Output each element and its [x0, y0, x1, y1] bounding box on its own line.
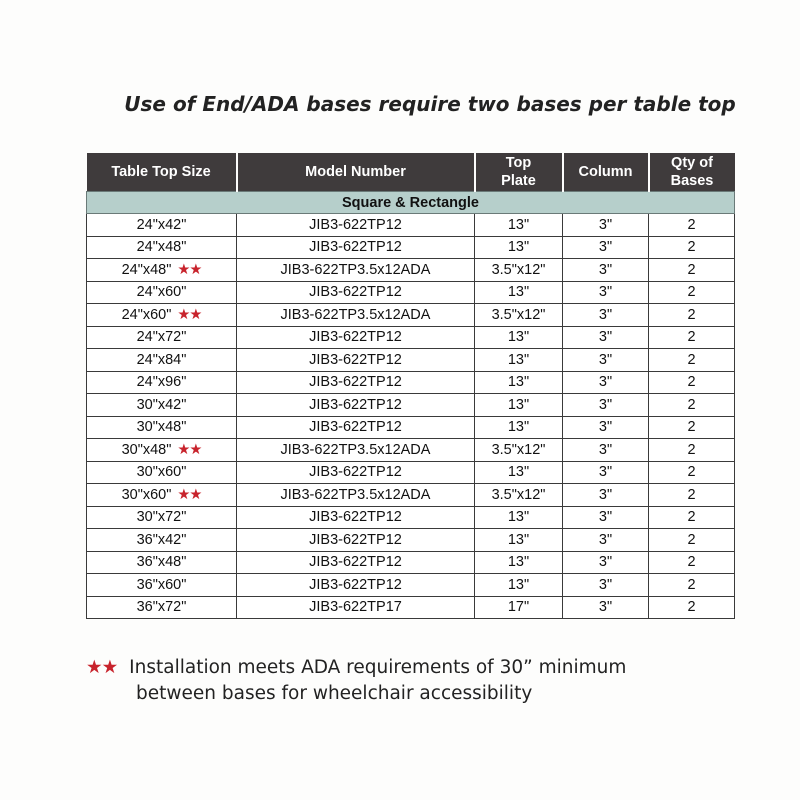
footnote-line1: Installation meets ADA requirements of 30” minimum — [129, 657, 627, 678]
table-row — [87, 574, 735, 597]
cell-table-top-size — [87, 326, 237, 349]
cell-qty-of-bases: 2 — [649, 416, 735, 439]
cell-qty-of-bases: 2 — [649, 506, 735, 529]
cell-top-plate: 13" — [475, 416, 563, 439]
cell-model-number: JIB3-622TP12 — [237, 236, 475, 259]
cell-column: 3" — [563, 371, 649, 394]
cell-model-number: JIB3-622TP3.5x12ADA — [237, 304, 475, 327]
page-heading: Use of End/ADA bases require two bases per table top — [124, 92, 736, 116]
size-value: 24"x48" — [136, 239, 187, 256]
header-qty-line1: Qty of — [671, 155, 713, 171]
cell-table-top-size — [87, 416, 237, 439]
cell-column: 3" — [563, 596, 649, 619]
ada-footnote — [86, 655, 766, 707]
table-row — [87, 506, 735, 529]
cell-top-plate: 13" — [475, 236, 563, 259]
header-column: Column — [563, 153, 649, 192]
size-value: 36"x72" — [136, 599, 187, 616]
size-value: 30"x48" — [121, 441, 172, 458]
cell-model-number: JIB3-622TP12 — [237, 574, 475, 597]
size-value: 30"x42" — [136, 396, 187, 413]
cell-table-top-size — [87, 551, 237, 574]
table-row — [87, 529, 735, 552]
cell-column: 3" — [563, 529, 649, 552]
size-value: 24"x42" — [136, 216, 187, 233]
ada-star-icon: ★★ — [86, 657, 118, 678]
cell-model-number: JIB3-622TP12 — [237, 416, 475, 439]
size-value: 24"x48" — [121, 261, 172, 278]
cell-column: 3" — [563, 214, 649, 237]
cell-column: 3" — [563, 461, 649, 484]
header-model-number: Model Number — [237, 153, 475, 192]
cell-table-top-size — [87, 214, 237, 237]
size-value: 30"x48" — [136, 419, 187, 436]
cell-model-number: JIB3-622TP3.5x12ADA — [237, 439, 475, 462]
table-row — [87, 416, 735, 439]
cell-column: 3" — [563, 349, 649, 372]
cell-model-number: JIB3-622TP3.5x12ADA — [237, 484, 475, 507]
cell-model-number: JIB3-622TP12 — [237, 506, 475, 529]
cell-qty-of-bases: 2 — [649, 394, 735, 417]
size-value: 24"x60" — [121, 306, 172, 323]
cell-table-top-size — [87, 304, 237, 327]
cell-table-top-size — [87, 349, 237, 372]
table-row — [87, 461, 735, 484]
header-qty-of-bases — [649, 153, 735, 192]
cell-qty-of-bases: 2 — [649, 484, 735, 507]
cell-table-top-size — [87, 371, 237, 394]
section-label: Square & Rectangle — [87, 192, 735, 214]
cell-top-plate: 13" — [475, 394, 563, 417]
cell-column: 3" — [563, 236, 649, 259]
table-row — [87, 214, 735, 237]
cell-table-top-size — [87, 574, 237, 597]
cell-model-number: JIB3-622TP12 — [237, 349, 475, 372]
ada-star-icon: ★★ — [177, 486, 202, 503]
cell-table-top-size — [87, 259, 237, 282]
table-row — [87, 551, 735, 574]
header-qty-line2: Bases — [670, 173, 714, 189]
size-value: 36"x60" — [136, 576, 187, 593]
cell-qty-of-bases: 2 — [649, 281, 735, 304]
cell-top-plate: 13" — [475, 506, 563, 529]
size-value: 24"x60" — [136, 284, 187, 301]
cell-top-plate: 3.5"x12" — [475, 259, 563, 282]
cell-qty-of-bases: 2 — [649, 304, 735, 327]
cell-top-plate: 13" — [475, 551, 563, 574]
base-spec-table — [86, 153, 735, 619]
cell-column: 3" — [563, 259, 649, 282]
cell-model-number: JIB3-622TP17 — [237, 596, 475, 619]
size-value: 36"x42" — [136, 531, 187, 548]
cell-column: 3" — [563, 394, 649, 417]
cell-table-top-size — [87, 394, 237, 417]
cell-table-top-size — [87, 236, 237, 259]
cell-model-number: JIB3-622TP12 — [237, 551, 475, 574]
cell-table-top-size — [87, 484, 237, 507]
ada-star-icon: ★★ — [177, 261, 202, 278]
cell-column: 3" — [563, 304, 649, 327]
section-row — [87, 192, 735, 214]
header-row — [87, 153, 735, 192]
size-value: 24"x72" — [136, 329, 187, 346]
cell-table-top-size — [87, 506, 237, 529]
cell-top-plate: 13" — [475, 461, 563, 484]
cell-qty-of-bases: 2 — [649, 596, 735, 619]
cell-table-top-size — [87, 596, 237, 619]
cell-column: 3" — [563, 416, 649, 439]
cell-column: 3" — [563, 326, 649, 349]
cell-column: 3" — [563, 439, 649, 462]
size-value: 30"x60" — [121, 486, 172, 503]
cell-top-plate: 17" — [475, 596, 563, 619]
cell-top-plate: 13" — [475, 349, 563, 372]
table-row — [87, 349, 735, 372]
cell-qty-of-bases: 2 — [649, 236, 735, 259]
cell-model-number: JIB3-622TP3.5x12ADA — [237, 259, 475, 282]
cell-qty-of-bases: 2 — [649, 529, 735, 552]
cell-top-plate: 3.5"x12" — [475, 484, 563, 507]
cell-qty-of-bases: 2 — [649, 371, 735, 394]
cell-qty-of-bases: 2 — [649, 461, 735, 484]
cell-model-number: JIB3-622TP12 — [237, 371, 475, 394]
header-top-plate-line2: Plate — [501, 173, 536, 189]
cell-column: 3" — [563, 281, 649, 304]
cell-column: 3" — [563, 484, 649, 507]
cell-model-number: JIB3-622TP12 — [237, 394, 475, 417]
cell-top-plate: 3.5"x12" — [475, 304, 563, 327]
cell-model-number: JIB3-622TP12 — [237, 461, 475, 484]
table-row — [87, 596, 735, 619]
cell-table-top-size — [87, 439, 237, 462]
table-row — [87, 259, 735, 282]
cell-model-number: JIB3-622TP12 — [237, 529, 475, 552]
ada-star-icon: ★★ — [177, 441, 202, 458]
cell-top-plate: 13" — [475, 281, 563, 304]
cell-top-plate: 13" — [475, 529, 563, 552]
cell-qty-of-bases: 2 — [649, 259, 735, 282]
footnote-line2: between bases for wheelchair accessibility — [136, 683, 533, 704]
table-row — [87, 371, 735, 394]
size-value: 30"x60" — [136, 464, 187, 481]
cell-column: 3" — [563, 551, 649, 574]
table-row — [87, 236, 735, 259]
cell-top-plate: 3.5"x12" — [475, 439, 563, 462]
cell-table-top-size — [87, 281, 237, 304]
cell-top-plate: 13" — [475, 574, 563, 597]
table-row — [87, 394, 735, 417]
cell-column: 3" — [563, 506, 649, 529]
size-value: 36"x48" — [136, 554, 187, 571]
cell-qty-of-bases: 2 — [649, 574, 735, 597]
size-value: 30"x72" — [136, 509, 187, 526]
size-value: 24"x96" — [136, 374, 187, 391]
cell-model-number: JIB3-622TP12 — [237, 214, 475, 237]
table-row — [87, 439, 735, 462]
cell-qty-of-bases: 2 — [649, 439, 735, 462]
cell-top-plate: 13" — [475, 326, 563, 349]
cell-qty-of-bases: 2 — [649, 349, 735, 372]
table-row — [87, 304, 735, 327]
cell-qty-of-bases: 2 — [649, 326, 735, 349]
cell-table-top-size — [87, 461, 237, 484]
ada-star-icon: ★★ — [177, 306, 202, 323]
size-value: 24"x84" — [136, 351, 187, 368]
cell-model-number: JIB3-622TP12 — [237, 281, 475, 304]
cell-top-plate: 13" — [475, 214, 563, 237]
table-row — [87, 326, 735, 349]
cell-table-top-size — [87, 529, 237, 552]
header-top-plate — [475, 153, 563, 192]
header-top-plate-line1: Top — [505, 155, 532, 171]
table-row — [87, 484, 735, 507]
cell-top-plate: 13" — [475, 371, 563, 394]
cell-model-number: JIB3-622TP12 — [237, 326, 475, 349]
cell-qty-of-bases: 2 — [649, 214, 735, 237]
cell-qty-of-bases: 2 — [649, 551, 735, 574]
header-table-top-size: Table Top Size — [87, 153, 237, 192]
table-row — [87, 281, 735, 304]
cell-column: 3" — [563, 574, 649, 597]
